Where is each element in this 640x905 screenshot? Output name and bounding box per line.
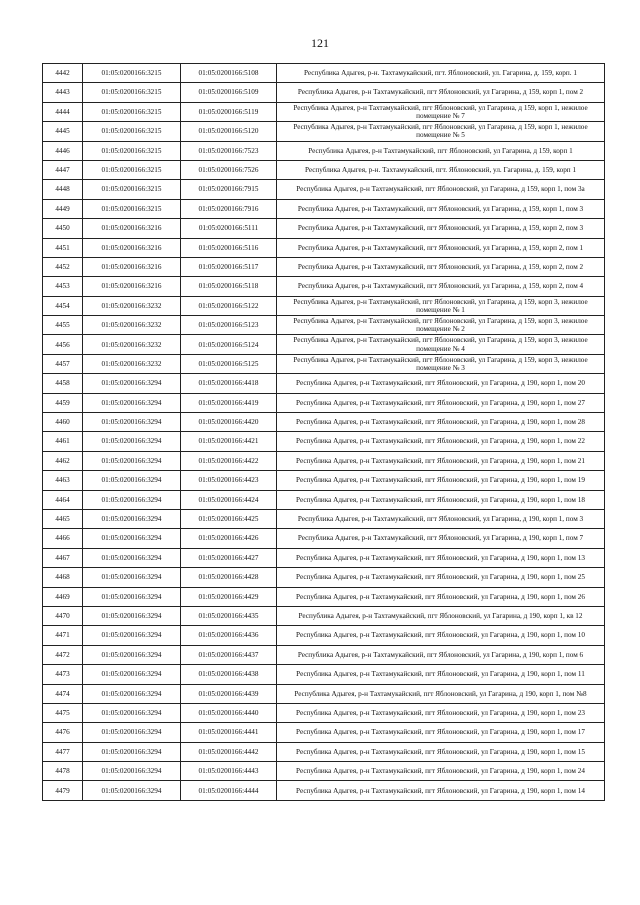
object-cadastral-number-cell: 01:05:0200166:4439 [181, 684, 277, 703]
address-cell: Республика Адыгея, р-н Тахтамукайский, пгт Яблоновский, ул Гагарина, д 190, корп 1, пом 14 [277, 781, 605, 800]
row-number-cell: 4473 [43, 665, 83, 684]
parcel-cadastral-number-cell: 01:05:0200166:3294 [83, 393, 181, 412]
address-cell: Республика Адыгея, р-н Тахтамукайский, пгт Яблоновский, ул Гагарина, д 159, корп 2, пом 3 [277, 219, 605, 238]
table-row [43, 762, 605, 781]
parcel-cadastral-number-cell: 01:05:0200166:3215 [83, 64, 181, 83]
row-number-cell: 4477 [43, 742, 83, 761]
table-row [43, 257, 605, 276]
parcel-cadastral-number-cell: 01:05:0200166:3294 [83, 781, 181, 800]
object-cadastral-number-cell: 01:05:0200166:7916 [181, 199, 277, 218]
parcel-cadastral-number-cell: 01:05:0200166:3294 [83, 490, 181, 509]
object-cadastral-number-cell: 01:05:0200166:5117 [181, 257, 277, 276]
object-cadastral-number-cell: 01:05:0200166:7915 [181, 180, 277, 199]
object-cadastral-number-cell: 01:05:0200166:4443 [181, 762, 277, 781]
parcel-cadastral-number-cell: 01:05:0200166:3216 [83, 238, 181, 257]
parcel-cadastral-number-cell: 01:05:0200166:3294 [83, 471, 181, 490]
object-cadastral-number-cell: 01:05:0200166:5124 [181, 335, 277, 354]
registry-table [42, 63, 605, 801]
object-cadastral-number-cell: 01:05:0200166:5120 [181, 122, 277, 141]
row-number-cell: 4444 [43, 102, 83, 121]
address-cell: Республика Адыгея, р-н Тахтамукайский, пгт Яблоновский, ул Гагарина, д 159, корп 1, нежилое помещение № 7 [277, 102, 605, 121]
parcel-cadastral-number-cell: 01:05:0200166:3294 [83, 645, 181, 664]
table-row [43, 83, 605, 102]
object-cadastral-number-cell: 01:05:0200166:5108 [181, 64, 277, 83]
object-cadastral-number-cell: 01:05:0200166:4419 [181, 393, 277, 412]
object-cadastral-number-cell: 01:05:0200166:7523 [181, 141, 277, 160]
table-row [43, 141, 605, 160]
table-row [43, 238, 605, 257]
parcel-cadastral-number-cell: 01:05:0200166:3294 [83, 703, 181, 722]
table-row [43, 219, 605, 238]
object-cadastral-number-cell: 01:05:0200166:4438 [181, 665, 277, 684]
table-row [43, 451, 605, 470]
address-cell: Республика Адыгея, р-н Тахтамукайский, пгт Яблоновский, ул Гагарина, д 190, корп 1, пом 28 [277, 413, 605, 432]
parcel-cadastral-number-cell: 01:05:0200166:3232 [83, 354, 181, 373]
table-row [43, 606, 605, 625]
address-cell: Республика Адыгея, р-н Тахтамукайский, пгт Яблоновский, ул Гагарина, д 190, корп 1, пом 19 [277, 471, 605, 490]
object-cadastral-number-cell: 01:05:0200166:5118 [181, 277, 277, 296]
address-cell: Республика Адыгея, р-н Тахтамукайский, пгт Яблоновский, ул Гагарина, д 190, корп 1, пом 24 [277, 762, 605, 781]
row-number-cell: 4442 [43, 64, 83, 83]
table-row [43, 645, 605, 664]
row-number-cell: 4446 [43, 141, 83, 160]
table-row [43, 354, 605, 373]
address-cell: Республика Адыгея, р-н Тахтамукайский, пгт Яблоновский, ул Гагарина, д 190, корп 1, пом 26 [277, 587, 605, 606]
address-cell: Республика Адыгея, р-н Тахтамукайский, пгт Яблоновский, ул Гагарина, д 190, корп 1, пом 21 [277, 451, 605, 470]
address-cell: Республика Адыгея, р-н Тахтамукайский, пгт Яблоновский, ул Гагарина, д 159, корп 1, пом 2 [277, 83, 605, 102]
parcel-cadastral-number-cell: 01:05:0200166:3294 [83, 626, 181, 645]
parcel-cadastral-number-cell: 01:05:0200166:3215 [83, 180, 181, 199]
table-row [43, 529, 605, 548]
row-number-cell: 4447 [43, 160, 83, 179]
table-row [43, 781, 605, 800]
row-number-cell: 4463 [43, 471, 83, 490]
parcel-cadastral-number-cell: 01:05:0200166:3294 [83, 451, 181, 470]
object-cadastral-number-cell: 01:05:0200166:4427 [181, 548, 277, 567]
object-cadastral-number-cell: 01:05:0200166:5123 [181, 316, 277, 335]
parcel-cadastral-number-cell: 01:05:0200166:3294 [83, 665, 181, 684]
row-number-cell: 4454 [43, 296, 83, 315]
row-number-cell: 4460 [43, 413, 83, 432]
address-cell: Республика Адыгея, р-н Тахтамукайский, пгт Яблоновский, ул Гагарина, д 190, корп 1, пом 13 [277, 548, 605, 567]
row-number-cell: 4448 [43, 180, 83, 199]
address-cell: Республика Адыгея, р-н Тахтамукайский, пгт Яблоновский, ул Гагарина, д 159, корп 2, пом 2 [277, 257, 605, 276]
object-cadastral-number-cell: 01:05:0200166:4441 [181, 723, 277, 742]
table-row [43, 509, 605, 528]
parcel-cadastral-number-cell: 01:05:0200166:3215 [83, 160, 181, 179]
row-number-cell: 4445 [43, 122, 83, 141]
table-row [43, 723, 605, 742]
table-row [43, 665, 605, 684]
page-number: 121 [311, 36, 329, 50]
table-row [43, 587, 605, 606]
object-cadastral-number-cell: 01:05:0200166:5116 [181, 238, 277, 257]
object-cadastral-number-cell: 01:05:0200166:7526 [181, 160, 277, 179]
parcel-cadastral-number-cell: 01:05:0200166:3294 [83, 684, 181, 703]
row-number-cell: 4461 [43, 432, 83, 451]
table-row [43, 548, 605, 567]
table-row [43, 471, 605, 490]
row-number-cell: 4475 [43, 703, 83, 722]
parcel-cadastral-number-cell: 01:05:0200166:3294 [83, 509, 181, 528]
object-cadastral-number-cell: 01:05:0200166:4426 [181, 529, 277, 548]
object-cadastral-number-cell: 01:05:0200166:4422 [181, 451, 277, 470]
object-cadastral-number-cell: 01:05:0200166:5109 [181, 83, 277, 102]
parcel-cadastral-number-cell: 01:05:0200166:3215 [83, 102, 181, 121]
row-number-cell: 4456 [43, 335, 83, 354]
row-number-cell: 4453 [43, 277, 83, 296]
parcel-cadastral-number-cell: 01:05:0200166:3216 [83, 257, 181, 276]
table-row [43, 180, 605, 199]
parcel-cadastral-number-cell: 01:05:0200166:3215 [83, 83, 181, 102]
row-number-cell: 4452 [43, 257, 83, 276]
row-number-cell: 4472 [43, 645, 83, 664]
address-cell: Республика Адыгея, р-н Тахтамукайский, пгт Яблоновский, ул Гагарина, д 190, корп 1, пом №8 [277, 684, 605, 703]
parcel-cadastral-number-cell: 01:05:0200166:3294 [83, 606, 181, 625]
object-cadastral-number-cell: 01:05:0200166:5119 [181, 102, 277, 121]
parcel-cadastral-number-cell: 01:05:0200166:3294 [83, 587, 181, 606]
registry-table-body [43, 64, 605, 801]
address-cell: Республика Адыгея, р-н Тахтамукайский, пгт Яблоновский, ул Гагарина, д 190, корп 1, пом 20 [277, 374, 605, 393]
row-number-cell: 4476 [43, 723, 83, 742]
table-row [43, 160, 605, 179]
object-cadastral-number-cell: 01:05:0200166:5125 [181, 354, 277, 373]
address-cell: Республика Адыгея, р-н Тахтамукайский, пгт Яблоновский, ул Гагарина, д 159, корп 3, нежилое помещение № 1 [277, 296, 605, 315]
object-cadastral-number-cell: 01:05:0200166:4429 [181, 587, 277, 606]
object-cadastral-number-cell: 01:05:0200166:4440 [181, 703, 277, 722]
parcel-cadastral-number-cell: 01:05:0200166:3232 [83, 316, 181, 335]
table-row [43, 393, 605, 412]
row-number-cell: 4478 [43, 762, 83, 781]
parcel-cadastral-number-cell: 01:05:0200166:3294 [83, 374, 181, 393]
address-cell: Республика Адыгея, р-н Тахтамукайский, пгт Яблоновский, ул Гагарина, д 159, корп 1 [277, 141, 605, 160]
object-cadastral-number-cell: 01:05:0200166:4436 [181, 626, 277, 645]
table-row [43, 316, 605, 335]
address-cell: Республика Адыгея, р-н Тахтамукайский, пгт Яблоновский, ул Гагарина, д 190, корп 1, кв 12 [277, 606, 605, 625]
table-row [43, 432, 605, 451]
table-row [43, 374, 605, 393]
address-cell: Республика Адыгея, р-н Тахтамукайский, пгт Яблоновский, ул Гагарина, д 190, корп 1, пом 11 [277, 665, 605, 684]
address-cell: Республика Адыгея, р-н Тахтамукайский, пгт Яблоновский, ул Гагарина, д 159, корп 3, нежилое помещение № 3 [277, 354, 605, 373]
address-cell: Республика Адыгея, р-н Тахтамукайский, пгт Яблоновский, ул Гагарина, д 190, корп 1, пом 15 [277, 742, 605, 761]
parcel-cadastral-number-cell: 01:05:0200166:3294 [83, 432, 181, 451]
row-number-cell: 4455 [43, 316, 83, 335]
object-cadastral-number-cell: 01:05:0200166:4435 [181, 606, 277, 625]
table-row [43, 64, 605, 83]
address-cell: Республика Адыгея, р-н Тахтамукайский, пгт Яблоновский, ул Гагарина, д 190, корп 1, пом 23 [277, 703, 605, 722]
table-row [43, 122, 605, 141]
table-row [43, 296, 605, 315]
row-number-cell: 4457 [43, 354, 83, 373]
row-number-cell: 4468 [43, 568, 83, 587]
parcel-cadastral-number-cell: 01:05:0200166:3294 [83, 723, 181, 742]
parcel-cadastral-number-cell: 01:05:0200166:3216 [83, 277, 181, 296]
parcel-cadastral-number-cell: 01:05:0200166:3294 [83, 529, 181, 548]
address-cell: Республика Адыгея, р-н Тахтамукайский, пгт Яблоновский, ул Гагарина, д 159, корп 3, нежилое помещение № 2 [277, 316, 605, 335]
row-number-cell: 4470 [43, 606, 83, 625]
row-number-cell: 4471 [43, 626, 83, 645]
address-cell: Республика Адыгея, р-н Тахтамукайский, пгт Яблоновский, ул Гагарина, д 190, корп 1, пом 3 [277, 509, 605, 528]
row-number-cell: 4462 [43, 451, 83, 470]
parcel-cadastral-number-cell: 01:05:0200166:3294 [83, 742, 181, 761]
address-cell: Республика Адыгея, р-н Тахтамукайский, пгт Яблоновский, ул Гагарина, д 159, корп 2, пом 1 [277, 238, 605, 257]
parcel-cadastral-number-cell: 01:05:0200166:3294 [83, 548, 181, 567]
parcel-cadastral-number-cell: 01:05:0200166:3215 [83, 122, 181, 141]
parcel-cadastral-number-cell: 01:05:0200166:3215 [83, 199, 181, 218]
row-number-cell: 4479 [43, 781, 83, 800]
parcel-cadastral-number-cell: 01:05:0200166:3232 [83, 296, 181, 315]
address-cell: Республика Адыгея, р-н Тахтамукайский, пгт Яблоновский, ул Гагарина, д 190, корп 1, пом 18 [277, 490, 605, 509]
table-row [43, 199, 605, 218]
table-row [43, 413, 605, 432]
object-cadastral-number-cell: 01:05:0200166:4437 [181, 645, 277, 664]
table-row [43, 684, 605, 703]
parcel-cadastral-number-cell: 01:05:0200166:3294 [83, 568, 181, 587]
table-row [43, 742, 605, 761]
table-row [43, 335, 605, 354]
row-number-cell: 4459 [43, 393, 83, 412]
parcel-cadastral-number-cell: 01:05:0200166:3216 [83, 219, 181, 238]
address-cell: Республика Адыгея, р-н Тахтамукайский, пгт Яблоновский, ул Гагарина, д 190, корп 1, пом 7 [277, 529, 605, 548]
row-number-cell: 4451 [43, 238, 83, 257]
row-number-cell: 4467 [43, 548, 83, 567]
address-cell: Республика Адыгея, р-н Тахтамукайский, пгт Яблоновский, ул Гагарина, д 159, корп 1, нежилое помещение № 5 [277, 122, 605, 141]
address-cell: Республика Адыгея, р-н Тахтамукайский, пгт Яблоновский, ул Гагарина, д 190, корп 1, пом 6 [277, 645, 605, 664]
object-cadastral-number-cell: 01:05:0200166:4418 [181, 374, 277, 393]
table-row [43, 490, 605, 509]
address-cell: Республика Адыгея, р-н Тахтамукайский, пгт Яблоновский, ул Гагарина, д 190, корп 1, пом 17 [277, 723, 605, 742]
parcel-cadastral-number-cell: 01:05:0200166:3232 [83, 335, 181, 354]
address-cell: Республика Адыгея, р-н Тахтамукайский, пгт Яблоновский, ул Гагарина, д 159, корп 1, пом 3а [277, 180, 605, 199]
parcel-cadastral-number-cell: 01:05:0200166:3294 [83, 413, 181, 432]
parcel-cadastral-number-cell: 01:05:0200166:3294 [83, 762, 181, 781]
table-row [43, 703, 605, 722]
address-cell: Республика Адыгея, р-н. Тахтамукайский, пгт. Яблоновский, ул. Гагарина, д. 159, корп 1 [277, 160, 605, 179]
table-row [43, 626, 605, 645]
address-cell: Республика Адыгея, р-н Тахтамукайский, пгт Яблоновский, ул Гагарина, д 190, корп 1, пом 25 [277, 568, 605, 587]
row-number-cell: 4466 [43, 529, 83, 548]
address-cell: Республика Адыгея, р-н. Тахтамукайский, пгт. Яблоновский, ул. Гагарина, д. 159, корп. 1 [277, 64, 605, 83]
table-row [43, 568, 605, 587]
parcel-cadastral-number-cell: 01:05:0200166:3215 [83, 141, 181, 160]
row-number-cell: 4449 [43, 199, 83, 218]
row-number-cell: 4474 [43, 684, 83, 703]
address-cell: Республика Адыгея, р-н Тахтамукайский, пгт Яблоновский, ул Гагарина, д 190, корп 1, пом 22 [277, 432, 605, 451]
object-cadastral-number-cell: 01:05:0200166:4423 [181, 471, 277, 490]
row-number-cell: 4458 [43, 374, 83, 393]
row-number-cell: 4469 [43, 587, 83, 606]
row-number-cell: 4450 [43, 219, 83, 238]
object-cadastral-number-cell: 01:05:0200166:4424 [181, 490, 277, 509]
object-cadastral-number-cell: 01:05:0200166:4425 [181, 509, 277, 528]
address-cell: Республика Адыгея, р-н Тахтамукайский, пгт Яблоновский, ул Гагарина, д 159, корп 3, нежилое помещение № 4 [277, 335, 605, 354]
object-cadastral-number-cell: 01:05:0200166:4421 [181, 432, 277, 451]
object-cadastral-number-cell: 01:05:0200166:4420 [181, 413, 277, 432]
object-cadastral-number-cell: 01:05:0200166:5122 [181, 296, 277, 315]
address-cell: Республика Адыгея, р-н Тахтамукайский, пгт Яблоновский, ул Гагарина, д 190, корп 1, пом 10 [277, 626, 605, 645]
object-cadastral-number-cell: 01:05:0200166:5111 [181, 219, 277, 238]
row-number-cell: 4443 [43, 83, 83, 102]
object-cadastral-number-cell: 01:05:0200166:4444 [181, 781, 277, 800]
object-cadastral-number-cell: 01:05:0200166:4428 [181, 568, 277, 587]
address-cell: Республика Адыгея, р-н Тахтамукайский, пгт Яблоновский, ул Гагарина, д 159, корп 2, пом 4 [277, 277, 605, 296]
table-row [43, 277, 605, 296]
table-row [43, 102, 605, 121]
object-cadastral-number-cell: 01:05:0200166:4442 [181, 742, 277, 761]
address-cell: Республика Адыгея, р-н Тахтамукайский, пгт Яблоновский, ул Гагарина, д 190, корп 1, пом 27 [277, 393, 605, 412]
address-cell: Республика Адыгея, р-н Тахтамукайский, пгт Яблоновский, ул Гагарина, д 159, корп 1, пом 3 [277, 199, 605, 218]
row-number-cell: 4465 [43, 509, 83, 528]
row-number-cell: 4464 [43, 490, 83, 509]
